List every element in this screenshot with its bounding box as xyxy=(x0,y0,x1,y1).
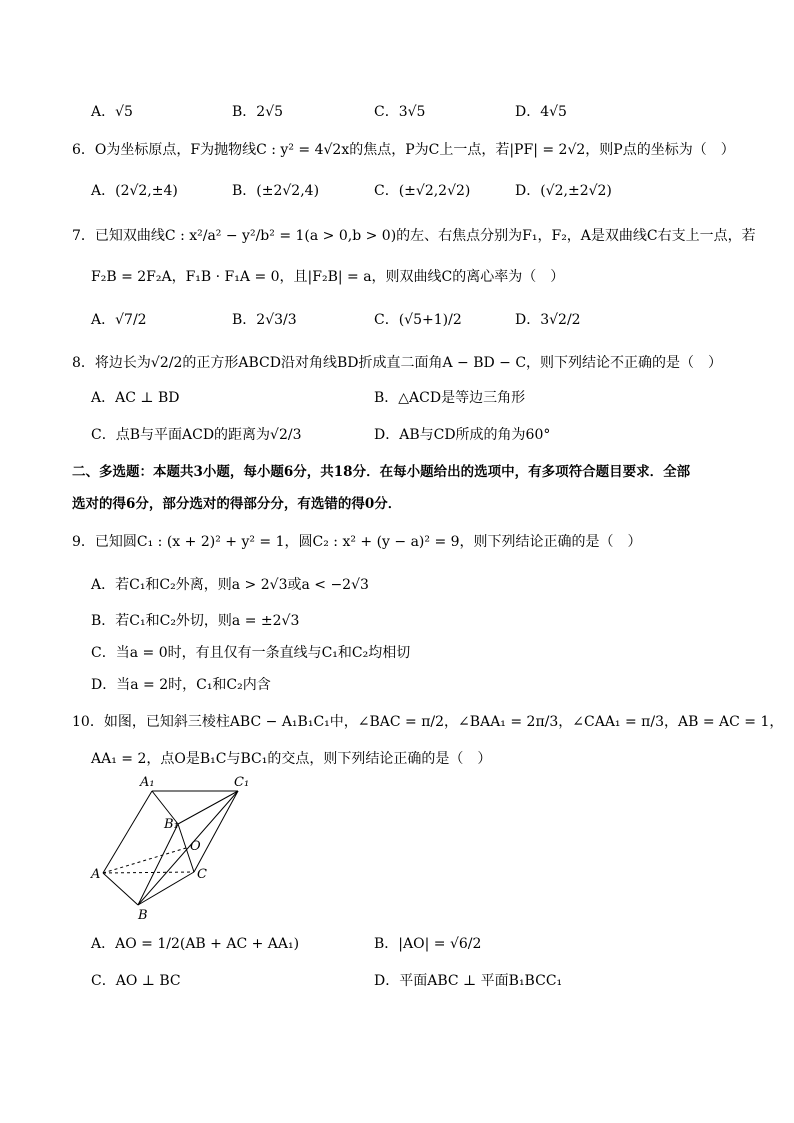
q10-option-b: B．|AO| = √6/2 xyxy=(374,936,482,952)
label-a1: A₁ xyxy=(140,775,155,790)
edge-ab xyxy=(103,873,138,905)
q8-option-a: A．AC ⊥ BD xyxy=(91,390,180,406)
q10-option-d: D．平面ABC ⊥ 平面B₁BCC₁ xyxy=(374,973,563,989)
label-b1: B₁ xyxy=(164,817,179,832)
q6-option-c: C．(±√2,2√2) xyxy=(374,183,471,199)
q5-option-c: C．3√5 xyxy=(374,104,426,120)
q7-option-a: A．√7/2 xyxy=(91,312,147,328)
q9-option-d: D．当a = 2时，C₁和C₂内含 xyxy=(91,677,271,693)
q9-stem: 9．已知圆C₁ : (x + 2)² + y² = 1，圆C₂ : x² + (y − a)² = 9，则下列结论正确的是（ ） xyxy=(72,534,642,550)
section2-heading-line1: 二、多选题：本题共3小题，每小题6分，共18分．在每小题给出的选项中，有多项符合题目要求．全部 xyxy=(72,464,691,480)
q8-option-d: D．AB与CD所成的角为60° xyxy=(374,427,551,443)
q9-option-b: B．若C₁和C₂外切，则a = ±2√3 xyxy=(91,613,300,629)
q7-option-d: D．3√2/2 xyxy=(515,312,581,328)
q8-option-b: B．△ACD是等边三角形 xyxy=(374,390,526,406)
label-a: A xyxy=(91,867,101,882)
q5-option-a: A．√5 xyxy=(91,104,133,120)
edge-ac-hidden xyxy=(103,872,194,873)
q6-option-d: D．(√2,±2√2) xyxy=(515,183,612,199)
q8-option-c: C．点B与平面ACD的距离为√2/3 xyxy=(91,427,302,443)
label-b: B xyxy=(138,908,148,922)
q8-stem: 8．将边长为√2/2的正方形ABCD沿对角线BD折成直二面角A − BD − C，则下列结论不正确的是（ ） xyxy=(72,355,723,371)
diag-bc1 xyxy=(138,791,238,905)
q5-option-d: D．4√5 xyxy=(515,104,567,120)
q10-option-a: A．AO = 1/2(AB + AC + AA₁) xyxy=(91,936,300,952)
label-o: O xyxy=(190,839,201,854)
section2-heading-line2: 选对的得6分，部分选对的得部分分，有选错的得0分． xyxy=(72,496,402,512)
q6-option-b: B．(±2√2,4) xyxy=(232,183,320,199)
q6-option-a: A．(2√2,±4) xyxy=(91,183,178,199)
q5-option-b: B．2√5 xyxy=(232,104,284,120)
label-c: C xyxy=(197,867,207,882)
q9-option-a: A．若C₁和C₂外离，则a > 2√3或a < −2√3 xyxy=(91,577,369,593)
q10-stem-line2: AA₁ = 2，点O是B₁C与BC₁的交点，则下列结论正确的是（ ） xyxy=(91,751,492,767)
q7-option-c: C．(√5+1)/2 xyxy=(374,312,462,328)
q7-stem-line1: 7．已知双曲线C : x²/a² − y²/b² = 1(a > 0,b > 0)的左、右焦点分别为F₁，F₂，A是双曲线C右支上一点，若 xyxy=(72,228,756,244)
q10-stem-line1: 10．如图，已知斜三棱柱ABC − A₁B₁C₁中，∠BAC = π/2，∠BAA₁ = 2π/3，∠CAA₁ = π/3，AB = AC = 1， xyxy=(72,714,784,730)
q7-option-b: B．2√3/3 xyxy=(232,312,297,328)
q7-stem-line2: F₂B = 2F₂A，F₁B · F₁A = 0，且|F₂B| = a，则双曲线C的离心率为（ ） xyxy=(91,269,565,285)
q10-option-c: C．AO ⊥ BC xyxy=(91,973,181,989)
q9-option-c: C．当a = 0时，有且仅有一条直线与C₁和C₂均相切 xyxy=(91,645,411,661)
prism-figure xyxy=(88,772,260,922)
label-c1: C₁ xyxy=(234,775,250,790)
q6-stem: 6．O为坐标原点，F为抛物线C : y² = 4√2x的焦点，P为C上一点，若|PF| = 2√2，则P点的坐标为（ ） xyxy=(72,142,735,158)
